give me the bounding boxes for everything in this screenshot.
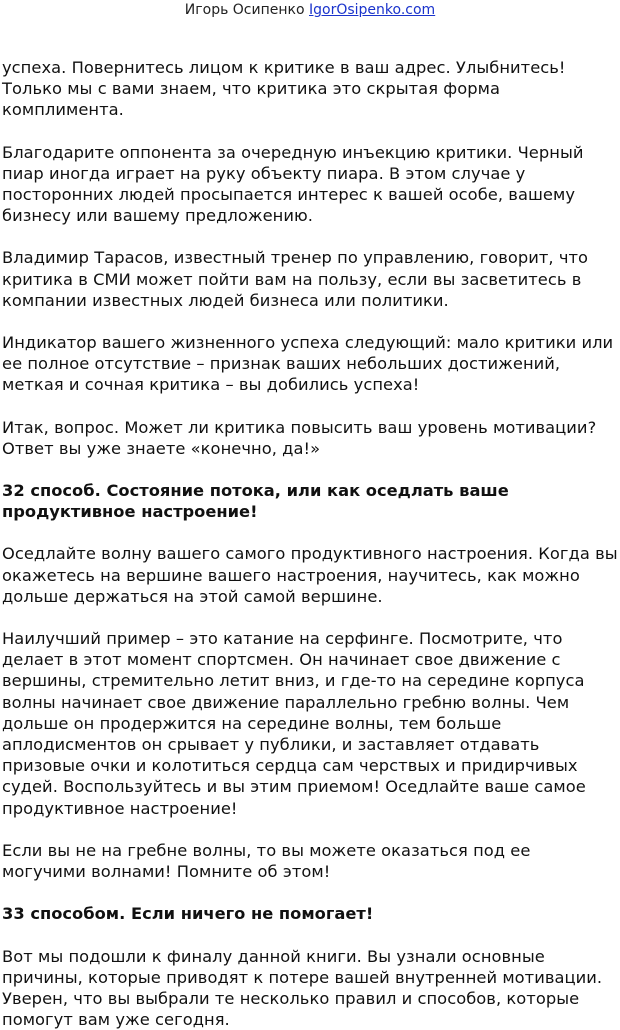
- paragraph: Оседлайте волну вашего самого продуктивного настроения. Когда вы окажетесь на вершине вашего настроения, научитесь, как можно дольше держаться на этой самой вершине.: [2, 543, 618, 607]
- paragraph: Если вы не на гребне волны, то вы можете оказаться под ее могучими волнами! Помните об этом!: [2, 840, 618, 882]
- paragraph: Индикатор вашего жизненного успеха следующий: мало критики или ее полное отсутствие – признак ваших небольших достижений, меткая и сочная критика – вы добились успеха!: [2, 332, 618, 396]
- paragraph: Итак, вопрос. Может ли критика повысить ваш уровень мотивации? Ответ вы уже знаете «конечно, да!»: [2, 417, 618, 459]
- section-heading: 32 способ. Состояние потока, или как оседлать ваше продуктивное настроение!: [2, 480, 618, 522]
- paragraph: успеха. Повернитесь лицом к критике в ваш адрес. Улыбнитесь! Только мы с вами знаем, что критика это скрытая форма комплимента.: [2, 57, 618, 121]
- paragraph: Наилучший пример – это катание на серфинге. Посмотрите, что делает в этот момент спортсмен. Он начинает свое движение с вершины, стремительно летит вниз, и где-то на середине корпуса волны начинает свое движение параллельно гребню волны. Чем дольше он продержится на середине волны, тем больше аплодисментов он срывает у публики, и заставляет отдавать призовые очки и колотиться сердца сам черствых и придирчивых судей. Воспользуйтесь и вы этим приемом! Оседлайте ваше самое продуктивное настроение!: [2, 628, 618, 819]
- page-content: [2, 57, 618, 1030]
- paragraph: Благодарите оппонента за очередную инъекцию критики. Черный пиар иногда играет на руку объекту пиара. В этом случае у посторонних людей просыпается интерес к вашей особе, вашему бизнесу или вашему предложению.: [2, 142, 618, 227]
- site-link[interactable]: IgorOsipenko.com: [309, 2, 435, 18]
- page-header: [0, 0, 620, 20]
- paragraph: Владимир Тарасов, известный тренер по управлению, говорит, что критика в СМИ может пойти вам на пользу, если вы засветитесь в компании известных людей бизнеса или политики.: [2, 247, 618, 311]
- section-heading: 33 способом. Если ничего не помогает!: [2, 903, 618, 924]
- author-name: Игорь Осипенко: [185, 2, 305, 18]
- paragraph: Вот мы подошли к финалу данной книги. Вы узнали основные причины, которые приводят к потере вашей внутренней мотивации. Уверен, что вы выбрали те несколько правил и способов, которые помогут вам уже сегодня.: [2, 946, 618, 1030]
